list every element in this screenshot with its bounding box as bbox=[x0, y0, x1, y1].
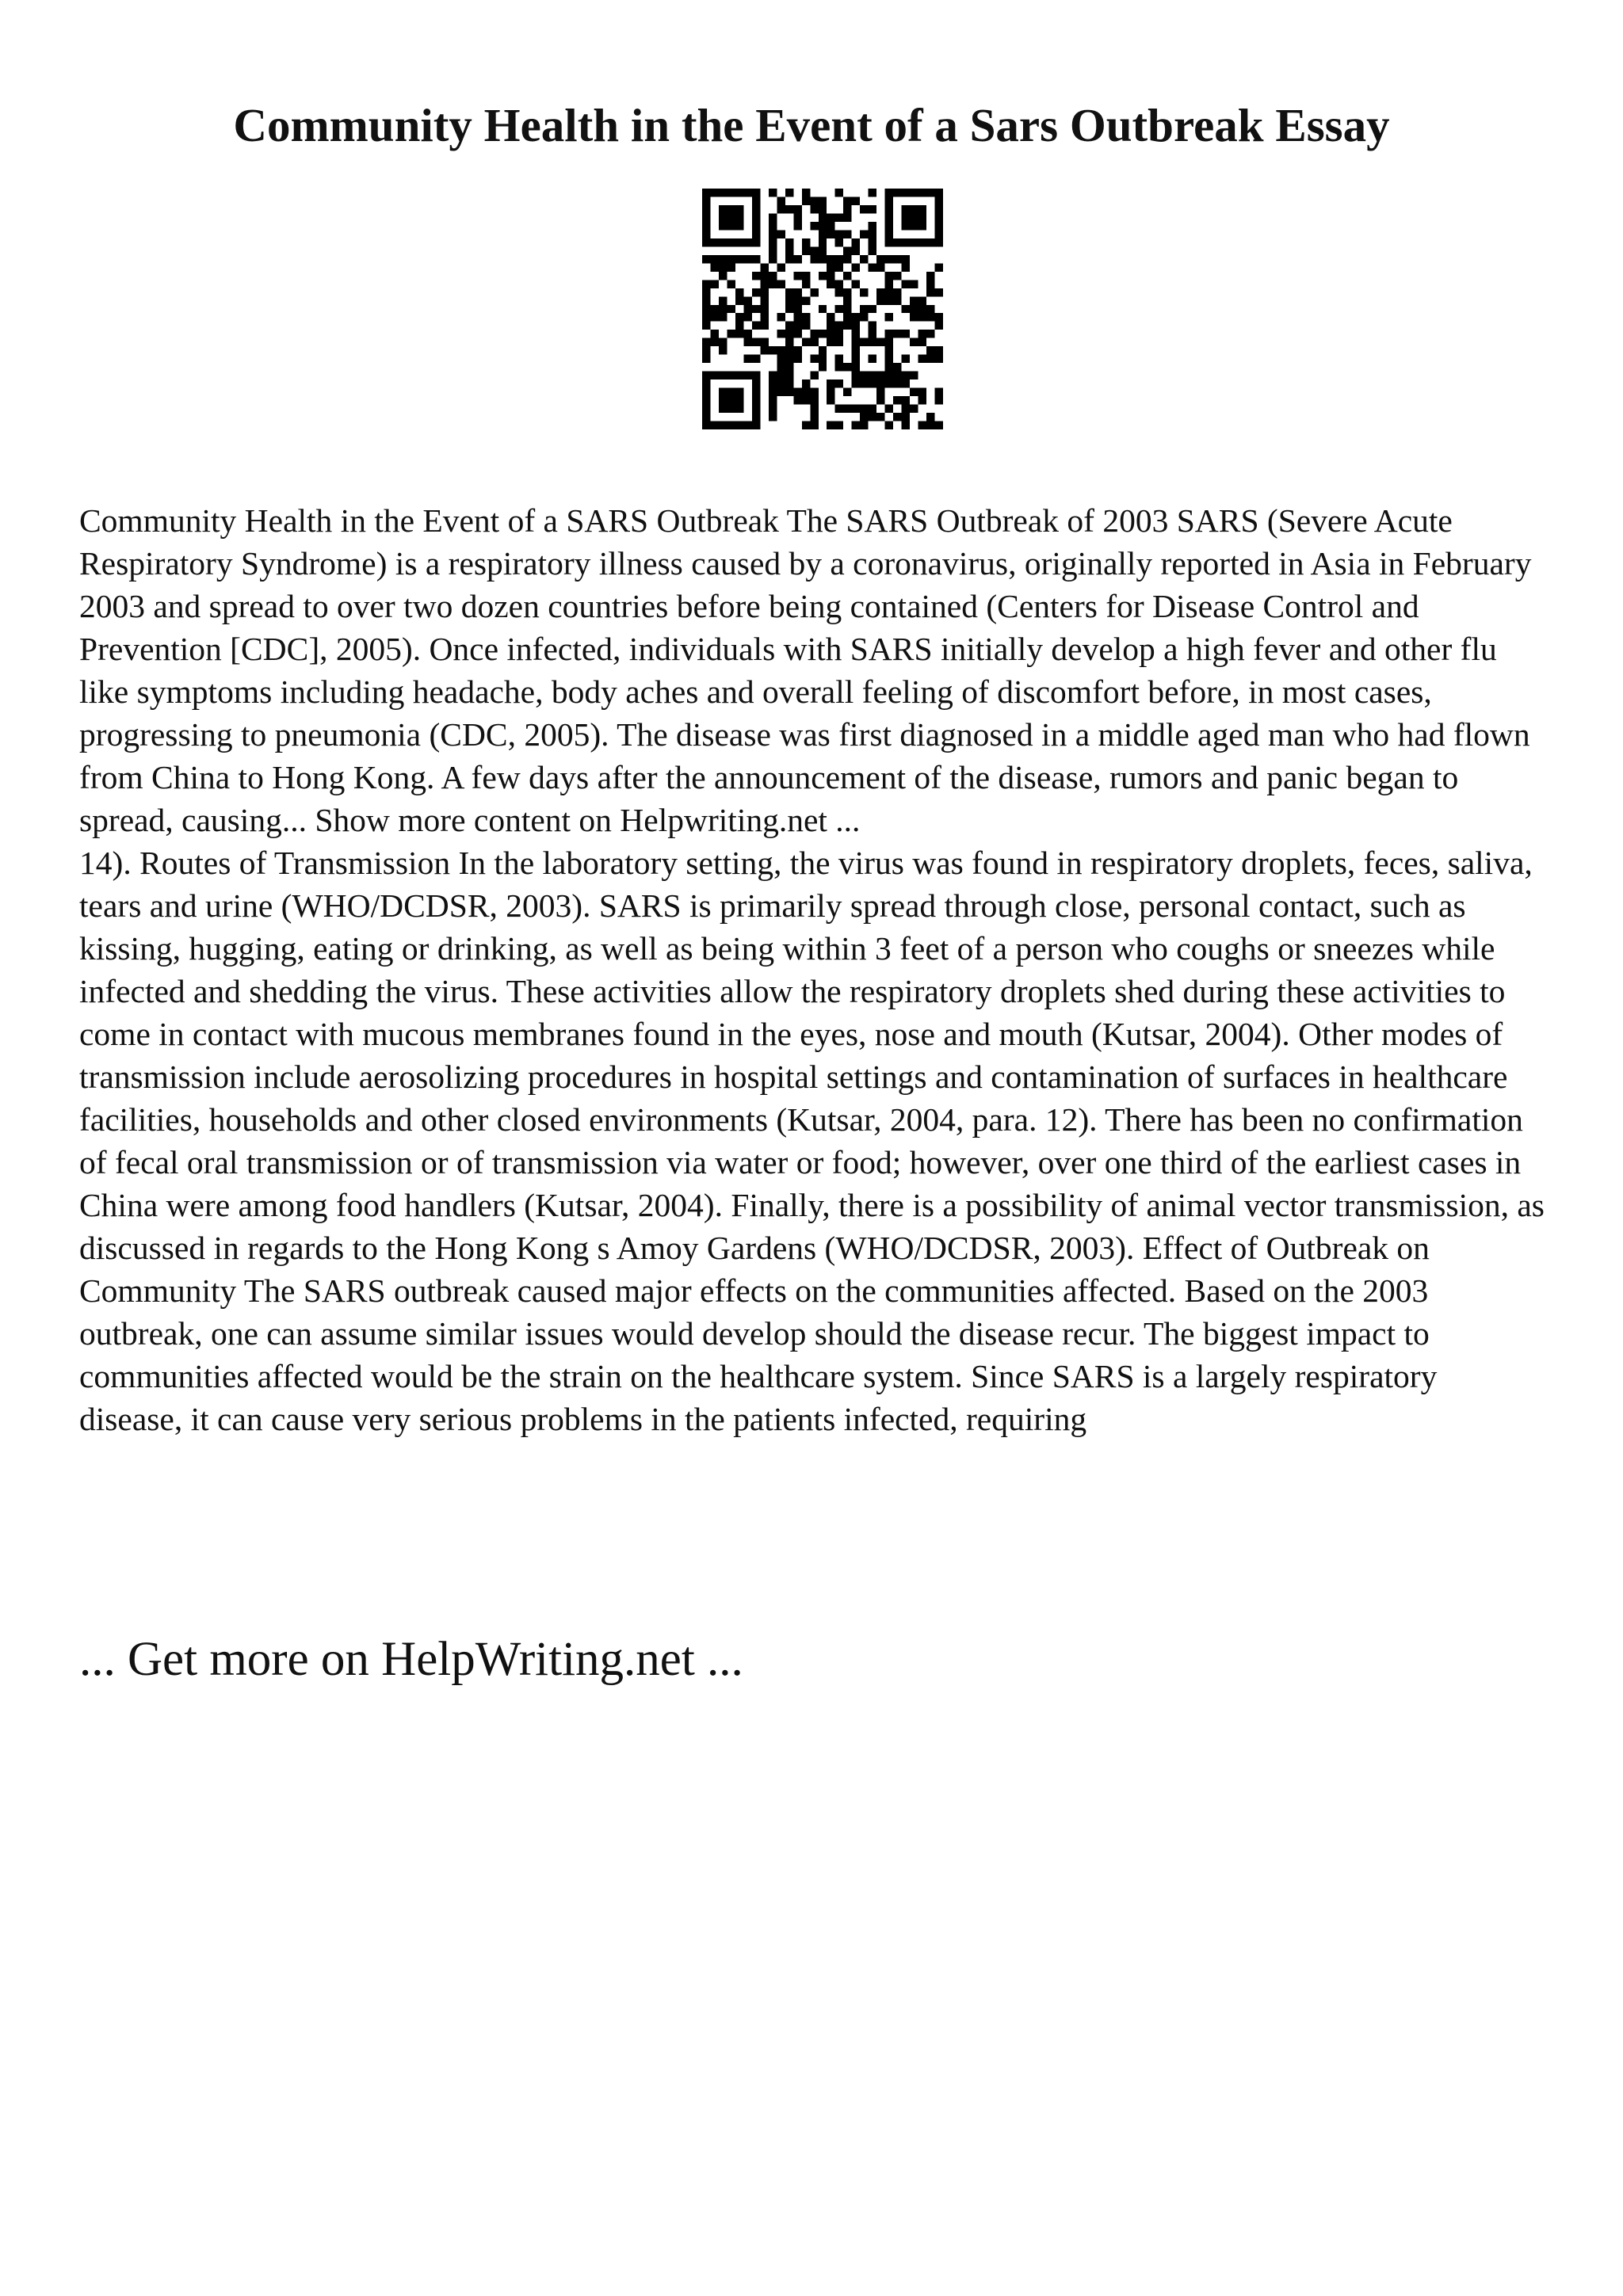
essay-paragraph-2: 14). Routes of Transmission In the laboratory setting, the virus was found in respiratory droplets, feces, saliva, tears and urine (WHO/DCDSR, 2003). SARS is primarily spread through close, personal contact, such as kissing, hugging, eating or drinking, as well as being within 3 feet of a person who coughs or sneezes while infected and shedding the virus. These activities allow the respiratory droplets shed during these activities to come in contact with mucous membranes found in the eyes, nose and mouth (Kutsar, 2004). Other modes of transmission include aerosolizing procedures in hospital settings and contamination of surfaces in healthcare facilities, households and other closed environments (Kutsar, 2004, para. 12). There has been no confirmation of fecal oral transmission or of transmission via water or food; however, over one third of the earliest cases in China were among food handlers (Kutsar, 2004). Finally, there is a possibility of animal vector transmission, as discussed in regards to the Hong Kong s Amoy Gardens (WHO/DCDSR, 2003). Effect of Outbreak on Community The SARS outbreak caused major effects on the communities affected. Based on the 2003 outbreak, one can assume similar issues would develop should the disease recur. The biggest impact to communities affected would be the strain on the healthcare system. Since SARS is a largely respiratory disease, it can cause very serious problems in the patients infected, requiring bbox=[79, 845, 1545, 1437]
essay-body bbox=[79, 499, 1547, 1440]
document-title: Community Health in the Event of a Sars Outbreak Essay bbox=[233, 99, 1390, 151]
qr-code-icon bbox=[702, 189, 943, 429]
essay-paragraph-1: Community Health in the Event of a SARS Outbreak The SARS Outbreak of 2003 SARS (Severe Acute Respiratory Syndrome) is a respiratory illness caused by a coronavirus, originally reported in Asia in February 2003 and spread to over two dozen countries before being contained (Centers for Disease Control and Prevention [CDC], 2005). Once infected, individuals with SARS initially develop a high fever and other flu like symptoms including headache, body aches and overall feeling of discomfort before, in most cases, progressing to pneumonia (CDC, 2005). The disease was first diagnosed in a middle aged man who had flown from China to Hong Kong. A few days after the announcement of the disease, rumors and panic began to spread, causing... Show more content on Helpwriting.net ... bbox=[79, 502, 1532, 838]
get-more-link[interactable]: ... Get more on HelpWriting.net ... bbox=[79, 1633, 743, 1686]
